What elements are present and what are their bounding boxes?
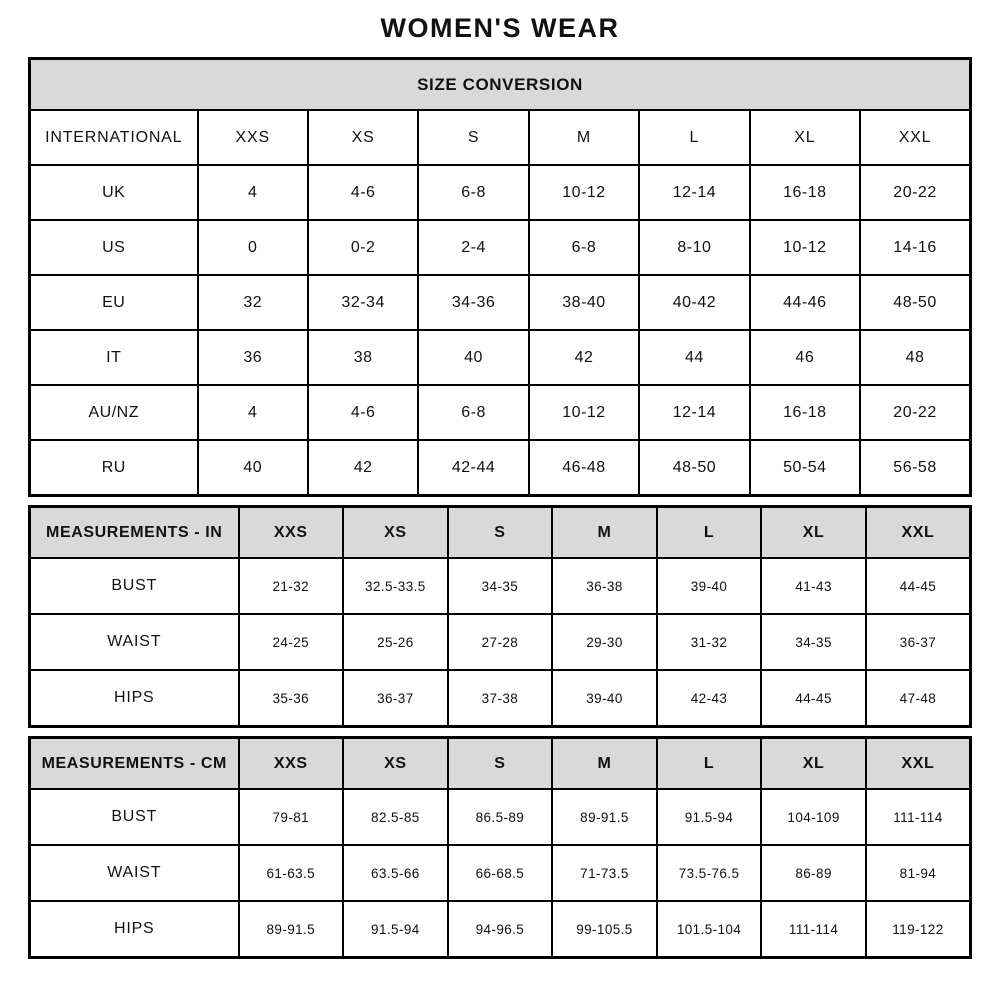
table-row [30,220,971,275]
measurement-value-cell: 61-63.5 [239,845,344,901]
measurement-label: WAIST [30,614,239,670]
size-column-header: M [529,110,639,165]
measurement-value-cell: 47-48 [866,670,971,727]
measurement-value-cell: 41-43 [761,558,866,614]
measurement-value-cell: 111-114 [866,789,971,845]
measurement-value-cell: 101.5-104 [657,901,762,958]
table-row [30,385,971,440]
measurement-label: BUST [30,558,239,614]
size-value-cell: 40 [198,440,308,496]
measurement-value-cell: 24-25 [239,614,344,670]
size-value-cell: 10-12 [750,220,860,275]
size-column-header: XL [761,738,866,790]
size-value-cell: 12-14 [639,385,749,440]
size-value-cell: 56-58 [860,440,970,496]
size-column-header: S [418,110,528,165]
size-value-cell: 16-18 [750,385,860,440]
size-value-cell: 10-12 [529,385,639,440]
size-column-header: S [448,507,553,559]
measurement-value-cell: 111-114 [761,901,866,958]
table-row [30,614,971,670]
region-label: AU/NZ [30,385,198,440]
measurement-label: BUST [30,789,239,845]
measurements-in-table [28,505,972,728]
size-value-cell: 38 [308,330,418,385]
size-value-cell: 48 [860,330,970,385]
size-value-cell: 50-54 [750,440,860,496]
measurement-value-cell: 66-68.5 [448,845,553,901]
size-value-cell: 20-22 [860,385,970,440]
region-label: IT [30,330,198,385]
measurements-cm-header-row [30,738,971,790]
measurement-value-cell: 31-32 [657,614,762,670]
international-label: INTERNATIONAL [30,110,198,165]
size-value-cell: 4 [198,385,308,440]
size-conversion-title-row [30,59,971,111]
size-value-cell: 10-12 [529,165,639,220]
size-column-header: L [639,110,749,165]
measurement-value-cell: 119-122 [866,901,971,958]
size-value-cell: 48-50 [639,440,749,496]
size-column-header: XXL [860,110,970,165]
page-title: WOMEN'S WEAR [380,13,620,43]
measurement-value-cell: 34-35 [448,558,553,614]
measurement-value-cell: 29-30 [552,614,657,670]
size-value-cell: 40-42 [639,275,749,330]
size-value-cell: 34-36 [418,275,528,330]
measurement-value-cell: 39-40 [552,670,657,727]
measurement-value-cell: 37-38 [448,670,553,727]
size-value-cell: 4-6 [308,165,418,220]
measurement-value-cell: 42-43 [657,670,762,727]
region-label: UK [30,165,198,220]
table-row [30,789,971,845]
size-column-header: M [552,738,657,790]
table-row [30,275,971,330]
size-value-cell: 16-18 [750,165,860,220]
size-column-header: L [657,738,762,790]
measurements-in-title: MEASUREMENTS - IN [30,507,239,559]
size-value-cell: 46 [750,330,860,385]
measurement-label: HIPS [30,670,239,727]
measurement-value-cell: 44-45 [761,670,866,727]
measurement-value-cell: 79-81 [239,789,344,845]
size-value-cell: 20-22 [860,165,970,220]
measurement-label: WAIST [30,845,239,901]
size-column-header: XXS [239,507,344,559]
measurement-value-cell: 34-35 [761,614,866,670]
measurement-value-cell: 81-94 [866,845,971,901]
measurement-value-cell: 63.5-66 [343,845,448,901]
table-row [30,845,971,901]
size-value-cell: 32-34 [308,275,418,330]
size-column-header: S [448,738,553,790]
size-value-cell: 8-10 [639,220,749,275]
measurement-value-cell: 91.5-94 [343,901,448,958]
size-column-header: XXL [866,507,971,559]
region-label: RU [30,440,198,496]
table-row [30,440,971,496]
size-value-cell: 6-8 [529,220,639,275]
measurement-value-cell: 71-73.5 [552,845,657,901]
size-value-cell: 44-46 [750,275,860,330]
measurement-value-cell: 36-37 [343,670,448,727]
measurements-cm-title: MEASUREMENTS - CM [30,738,239,790]
measurement-value-cell: 89-91.5 [239,901,344,958]
measurement-label: HIPS [30,901,239,958]
measurement-value-cell: 82.5-85 [343,789,448,845]
measurement-value-cell: 36-38 [552,558,657,614]
size-value-cell: 46-48 [529,440,639,496]
measurement-value-cell: 32.5-33.5 [343,558,448,614]
table-row [30,165,971,220]
measurement-value-cell: 44-45 [866,558,971,614]
table-row [30,330,971,385]
measurement-value-cell: 27-28 [448,614,553,670]
measurement-value-cell: 39-40 [657,558,762,614]
size-column-header: L [657,507,762,559]
table-row [30,901,971,958]
table-row [30,558,971,614]
size-value-cell: 4 [198,165,308,220]
size-value-cell: 12-14 [639,165,749,220]
size-value-cell: 42 [529,330,639,385]
size-value-cell: 36 [198,330,308,385]
size-conversion-title: SIZE CONVERSION [30,59,971,111]
size-column-header: XS [343,507,448,559]
size-value-cell: 0-2 [308,220,418,275]
size-column-header: XS [343,738,448,790]
measurement-value-cell: 86-89 [761,845,866,901]
size-value-cell: 48-50 [860,275,970,330]
size-value-cell: 0 [198,220,308,275]
region-label: EU [30,275,198,330]
size-column-header: XS [308,110,418,165]
size-value-cell: 6-8 [418,165,528,220]
size-value-cell: 44 [639,330,749,385]
measurement-value-cell: 89-91.5 [552,789,657,845]
measurement-value-cell: 86.5-89 [448,789,553,845]
size-column-header: XXS [239,738,344,790]
size-value-cell: 4-6 [308,385,418,440]
measurement-value-cell: 94-96.5 [448,901,553,958]
measurement-value-cell: 73.5-76.5 [657,845,762,901]
measurement-value-cell: 35-36 [239,670,344,727]
size-value-cell: 42-44 [418,440,528,496]
measurements-in-header-row [30,507,971,559]
international-header-row [30,110,971,165]
size-value-cell: 38-40 [529,275,639,330]
size-conversion-table [28,57,972,497]
measurement-value-cell: 91.5-94 [657,789,762,845]
measurements-cm-table [28,736,972,959]
size-column-header: XXL [866,738,971,790]
size-column-header: XL [750,110,860,165]
size-value-cell: 2-4 [418,220,528,275]
measurement-value-cell: 36-37 [866,614,971,670]
region-label: US [30,220,198,275]
size-column-header: XL [761,507,866,559]
size-value-cell: 14-16 [860,220,970,275]
table-row [30,670,971,727]
size-value-cell: 6-8 [418,385,528,440]
measurement-value-cell: 25-26 [343,614,448,670]
size-column-header: XXS [198,110,308,165]
measurement-value-cell: 21-32 [239,558,344,614]
measurement-value-cell: 99-105.5 [552,901,657,958]
size-value-cell: 42 [308,440,418,496]
size-value-cell: 40 [418,330,528,385]
size-column-header: M [552,507,657,559]
measurement-value-cell: 104-109 [761,789,866,845]
size-value-cell: 32 [198,275,308,330]
